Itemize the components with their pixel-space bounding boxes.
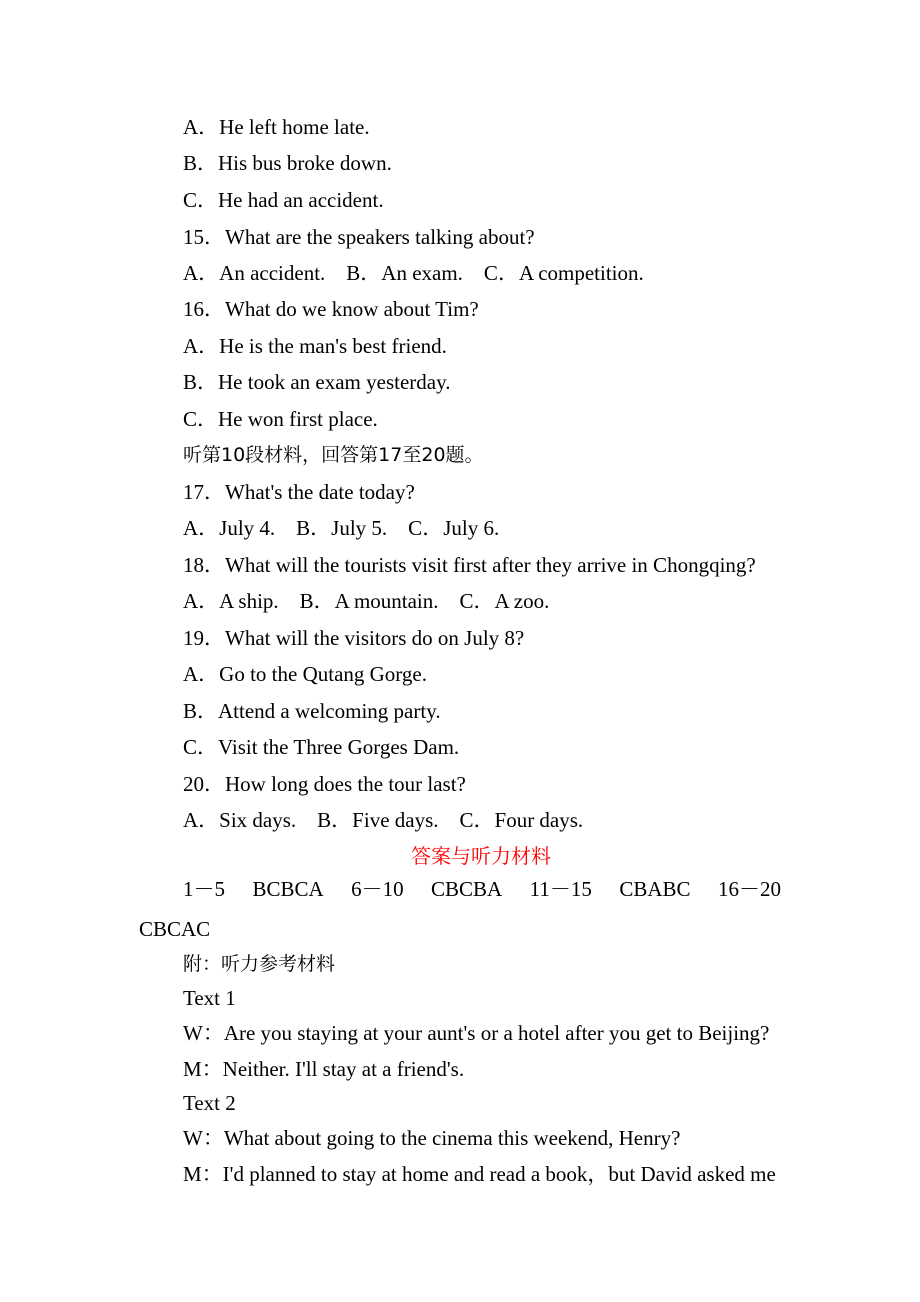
- text2-title: Text 2: [183, 1091, 236, 1115]
- q16-option-a: A．He is the man's best friend.: [183, 334, 447, 358]
- answer-set-11-15: CBABC: [619, 877, 691, 901]
- q16-option-b: B．He took an exam yesterday.: [183, 370, 451, 394]
- answer-range-1-5: 1－5: [183, 877, 225, 901]
- q19-option-b: B．Attend a welcoming party.: [183, 699, 441, 723]
- answer-range-11-15: 11－15: [529, 877, 592, 901]
- answer-heading: 答案与听力材料: [411, 844, 551, 868]
- q16-option-c: C．He won first place.: [183, 407, 378, 431]
- text1-title: Text 1: [183, 986, 236, 1010]
- q20-options: A．Six days. B．Five days. C．Four days.: [183, 808, 584, 832]
- answer-set-6-10: CBCBA: [431, 877, 503, 901]
- q20-question: 20．How long does the tour last?: [183, 772, 466, 796]
- text2-woman-line: W：What about going to the cinema this weekend, Henry?: [183, 1126, 681, 1150]
- answer-set-1-5: BCBCA: [252, 877, 324, 901]
- q17-question: 17．What's the date today?: [183, 480, 415, 504]
- appendix-title: 附：听力参考材料: [183, 953, 336, 975]
- q15-options: A．An accident. B．An exam. C．A competition.: [183, 261, 644, 285]
- q19-option-a: A．Go to the Qutang Gorge.: [183, 662, 427, 686]
- q18-options: A．A ship. B．A mountain. C．A zoo.: [183, 589, 550, 613]
- section-instruction: 听第10段材料，回答第17至20题。: [183, 444, 484, 466]
- q14-option-a: A．He left home late.: [183, 115, 370, 139]
- text1-man-line: M：Neither. I'll stay at a friend's.: [183, 1057, 465, 1081]
- q18-question: 18．What will the tourists visit first after they arrive in Chongqing?: [183, 553, 756, 577]
- answer-key: [183, 876, 781, 902]
- answer-range-6-10: 6－10: [351, 877, 404, 901]
- text2-man-line: M：I'd planned to stay at home and read a book，but David asked me: [183, 1162, 776, 1186]
- text1-woman-line: W：Are you staying at your aunt's or a hotel after you get to Beijing?: [183, 1021, 770, 1045]
- q16-question: 16．What do we know about Tim?: [183, 297, 479, 321]
- q17-options: A．July 4. B．July 5. C．July 6.: [183, 516, 500, 540]
- answer-range-16-20: 16－20: [717, 877, 781, 901]
- q14-option-c: C．He had an accident.: [183, 188, 384, 212]
- q15-question: 15．What are the speakers talking about?: [183, 225, 535, 249]
- answer-set-16-20: CBCAC: [139, 917, 211, 941]
- q19-option-c: C．Visit the Three Gorges Dam.: [183, 735, 460, 759]
- q14-option-b: B．His bus broke down.: [183, 151, 392, 175]
- q19-question: 19．What will the visitors do on July 8?: [183, 626, 525, 650]
